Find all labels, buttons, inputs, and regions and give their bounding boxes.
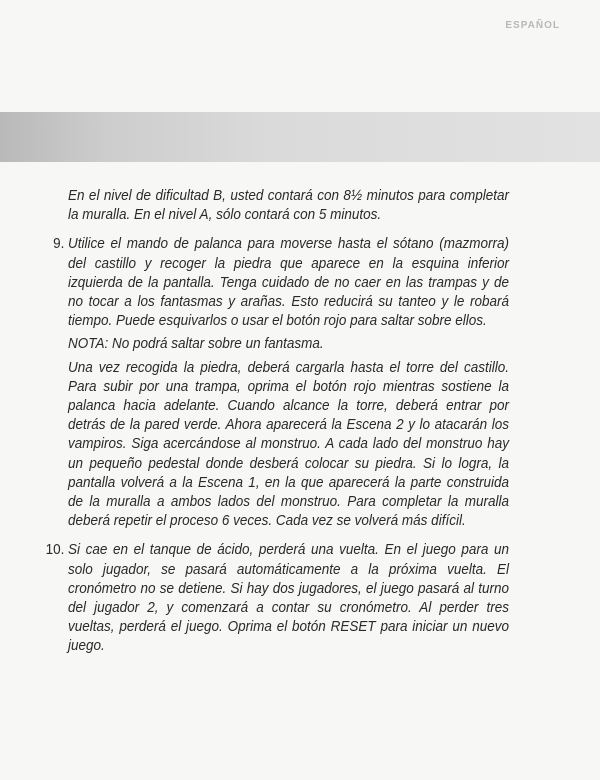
- header-band: [0, 112, 600, 162]
- intro-paragraph: En el nivel de dificultad B, usted contará con 8½ minutos para completar la muralla. En el nivel A, sólo contará con 5 minutos.: [68, 187, 509, 224]
- language-label: ESPAÑOL: [505, 20, 560, 31]
- note-paragraph: NOTA: No podrá saltar sobre un fantasma.: [68, 335, 324, 353]
- item-paragraph: Utilice el mando de palanca para moverse hasta el sótano (mazmorra) del castillo y recoger la piedra que aparece en la esquina inferior izquierda de la pantalla. Tenga cuidado de no caer en las trampas y de no tocar a los fantasmas y arañas. Esto reducirá su tanteo y le robará tiempo. Puede esquivarlos o usar el botón rojo para saltar sobre ellos.: [68, 235, 509, 330]
- item-number: 10.: [45, 541, 65, 559]
- instructions-text: [45, 186, 509, 656]
- item-paragraph: Una vez recogida la piedra, deberá cargarla hasta el torre del castillo. Para subir por una trampa, oprima el botón rojo mientras sostiene la palanca hacia adelante. Cuando alcance la torre, deberá entrar por detrás de la pared verde. Ahora aparecerá la Escena 2 y lo atacarán los vampiros. Siga acercándose al monstruo. A cada lado del monstruo hay un pequeño pedestal donde desberá colocar su piedra. Si lo logra, la pantalla volverá a la Escena 1, en la que aparecerá la parte construida de la muralla a ambos lados del monstruo. Para completar la muralla deberá repetir el proceso 6 veces. Cada vez se volverá más difícil.: [68, 358, 509, 530]
- list-item-9: [53, 234, 509, 530]
- list-item-10: [45, 540, 509, 655]
- item-number: 9.: [53, 235, 65, 253]
- item-paragraph: Si cae en el tanque de ácido, perderá una vuelta. En el juego para un solo jugador, se pasará automáticamente a la próxima vuelta. El cronómetro no se detiene. Si hay dos jugadores, el juego pasará al turno del jugador 2, y comenzará a contar su cronómetro. Al perder tres vueltas, perderá el juego. Oprima el botón RESET para iniciar un nuevo juego.: [68, 541, 509, 655]
